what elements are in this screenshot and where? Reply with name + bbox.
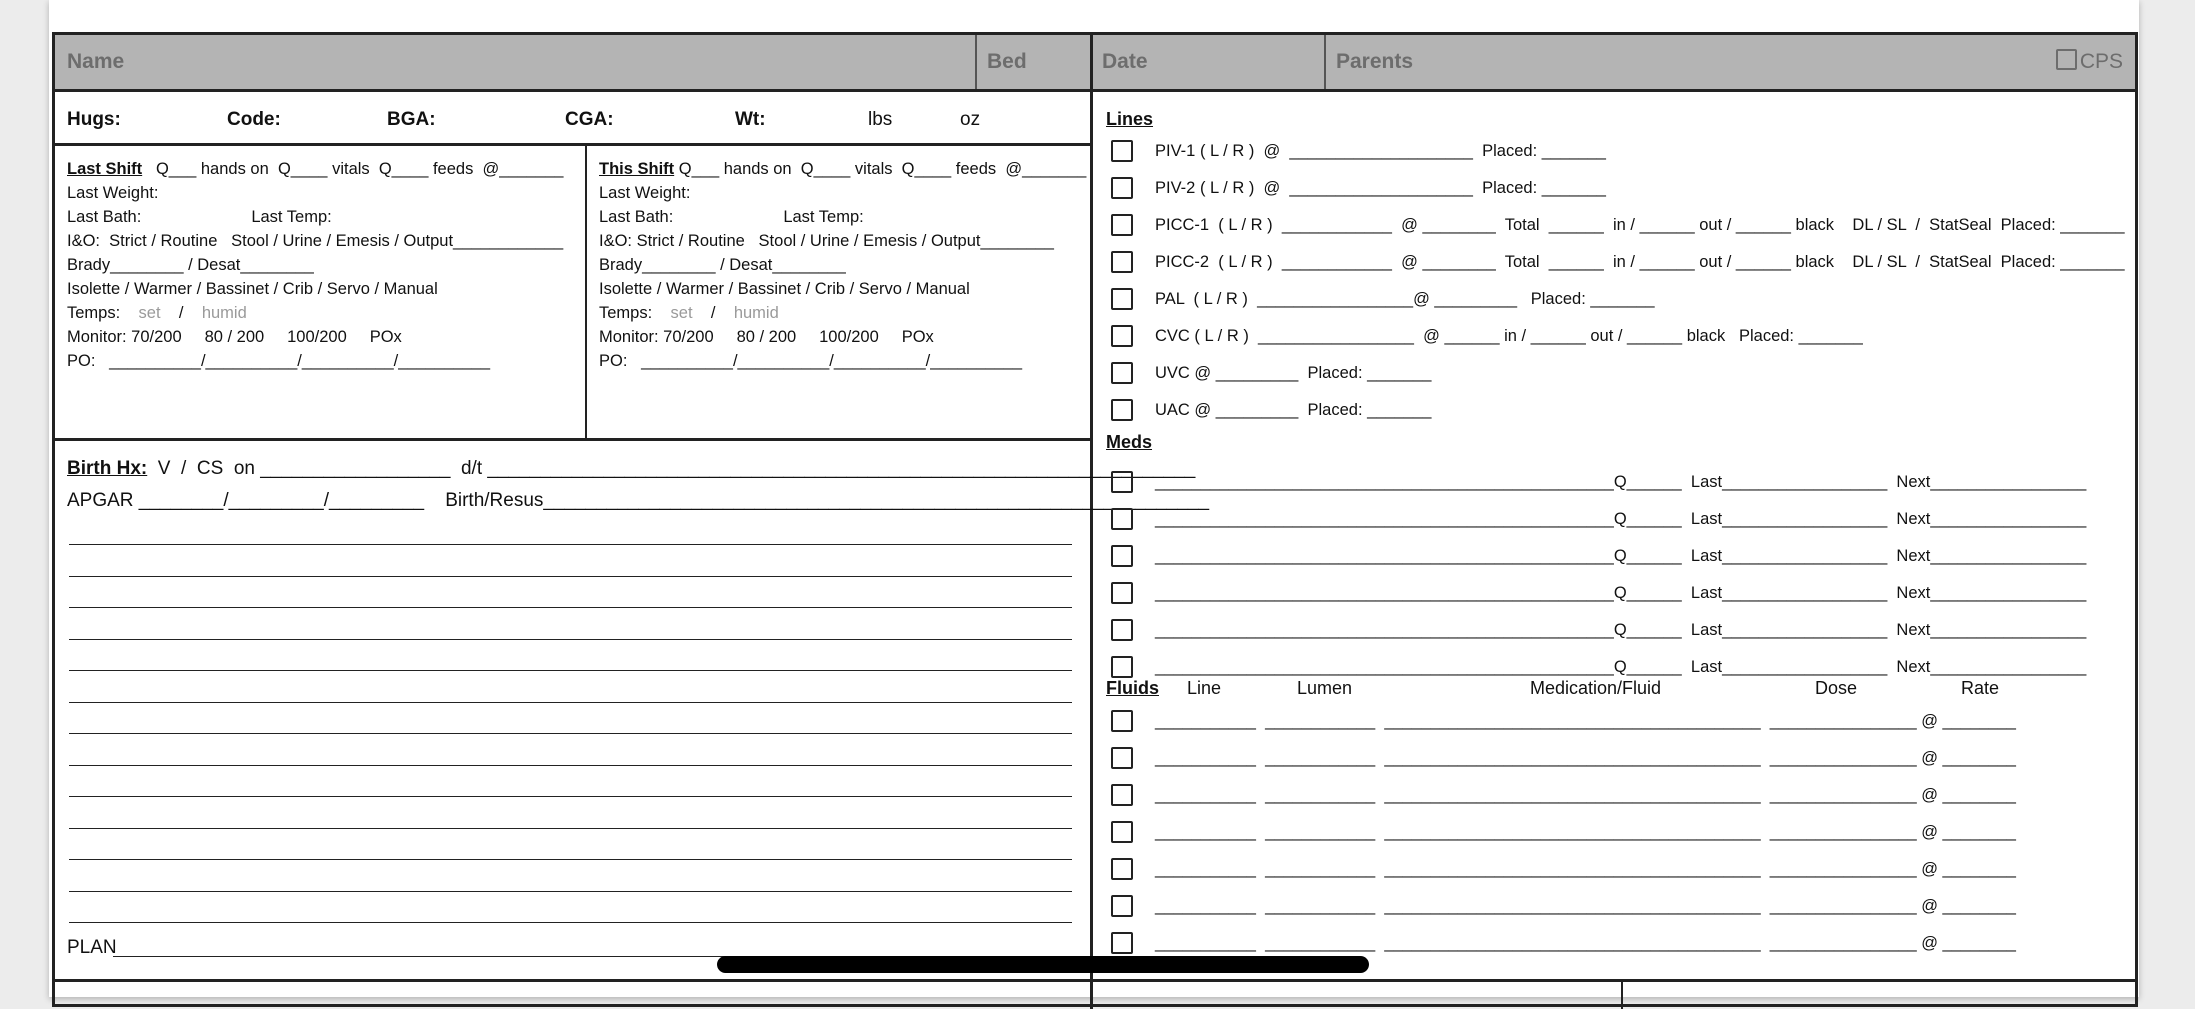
col-dose: Dose	[1815, 678, 1858, 698]
code-label: Code:	[227, 109, 281, 130]
name-field[interactable]: Name	[67, 50, 125, 73]
line-row[interactable]: UAC @ _________ Placed: _______	[1155, 401, 1432, 419]
note-line[interactable]	[69, 922, 1072, 923]
oz-unit: oz	[960, 109, 981, 130]
checkbox[interactable]	[1111, 288, 1133, 310]
apgar-line[interactable]: APGAR ________/_________/_________ Birth/Resus_______________________________________________________________	[67, 490, 1210, 511]
cga-label: CGA:	[565, 109, 614, 130]
med-row[interactable]: __________________________________________________Q______ Last__________________ Next_________________	[1155, 658, 2087, 676]
note-line[interactable]	[69, 544, 1072, 545]
this-shift-bed-type[interactable]: Isolette / Warmer / Bassinet / Crib / Servo / Manual	[599, 280, 970, 298]
note-line[interactable]	[69, 670, 1072, 671]
fluid-row[interactable]: ___________ ____________ _________________________________________ ________________ @ ________	[1155, 934, 2016, 952]
checkbox[interactable]	[1111, 895, 1133, 917]
checkbox[interactable]	[1111, 140, 1133, 162]
set-label: set	[138, 304, 161, 322]
col-medication-fluid: Medication/Fluid	[1530, 678, 1662, 698]
last-shift-bath-temp[interactable]: Last Bath: Last Temp:	[67, 208, 332, 226]
cps-label: CPS	[2079, 50, 2123, 73]
fluid-row[interactable]: ___________ ____________ _________________________________________ ________________ @ ________	[1155, 712, 2016, 730]
this-shift-brady-desat[interactable]: Brady________ / Desat________	[599, 256, 846, 274]
bottom-divider	[55, 979, 2135, 982]
col-line: Line	[1187, 678, 1222, 698]
fluid-row[interactable]: ___________ ____________ _________________________________________ ________________ @ ________	[1155, 823, 2016, 841]
checkbox[interactable]	[1111, 619, 1133, 641]
fluids-title: Fluids	[1106, 678, 1159, 698]
last-shift-po[interactable]: PO: __________/__________/__________/__________	[67, 352, 490, 370]
note-line[interactable]	[69, 702, 1072, 703]
meds-title: Meds	[1106, 432, 1153, 452]
last-shift-monitor[interactable]: Monitor: 70/200 80 / 200 100/200 POx	[67, 328, 402, 346]
med-row[interactable]: __________________________________________________Q______ Last__________________ Next_________________	[1155, 584, 2087, 602]
nicu-report-sheet	[49, 0, 2139, 997]
home-indicator-bar[interactable]	[717, 956, 1369, 973]
note-line[interactable]	[69, 765, 1072, 766]
note-line[interactable]	[69, 828, 1072, 829]
hugs-label: Hugs:	[67, 109, 121, 130]
lines-title: Lines	[1106, 109, 1154, 129]
temps-label: Temps:	[599, 304, 653, 322]
col-lumen: Lumen	[1297, 678, 1353, 698]
checkbox[interactable]	[1111, 177, 1133, 199]
line-row[interactable]: PIV-1 ( L / R ) @ ____________________ Placed: _______	[1155, 142, 1606, 160]
line-row[interactable]: CVC ( L / R ) _________________ @ ______ in / ______ out / ______ black Placed: _______	[1155, 327, 1863, 345]
checkbox[interactable]	[1111, 858, 1133, 880]
med-row[interactable]: __________________________________________________Q______ Last__________________ Next_________________	[1155, 547, 2087, 565]
line-row[interactable]: PICC-1 ( L / R ) ____________ @ ________ Total ______ in / ______ out / ______ black DL / SL / StatSeal Placed: _______	[1155, 216, 2125, 234]
checkbox[interactable]	[1111, 251, 1133, 273]
fluid-row[interactable]: ___________ ____________ _________________________________________ ________________ @ ________	[1155, 786, 2016, 804]
checkbox[interactable]	[1111, 325, 1133, 347]
checkbox[interactable]	[1111, 656, 1133, 678]
plan-label: PLAN	[67, 937, 117, 958]
line-row[interactable]: PIV-2 ( L / R ) @ ____________________ Placed: _______	[1155, 179, 1606, 197]
checkbox[interactable]	[1111, 214, 1133, 236]
parents-field[interactable]: Parents	[1336, 50, 1414, 73]
checkbox[interactable]	[1111, 471, 1133, 493]
last-shift-brady-desat[interactable]: Brady________ / Desat________	[67, 256, 314, 274]
line-row[interactable]: PAL ( L / R ) _________________@ _________ Placed: _______	[1155, 290, 1655, 308]
fluid-row[interactable]: ___________ ____________ _________________________________________ ________________ @ ________	[1155, 860, 2016, 878]
report-form	[52, 32, 2138, 1007]
checkbox[interactable]	[1111, 747, 1133, 769]
line-row[interactable]: PICC-2 ( L / R ) ____________ @ ________ Total ______ in / ______ out / ______ black DL / SL / StatSeal Placed: _______	[1155, 253, 2125, 271]
last-shift-io[interactable]: I&O: Strict / Routine Stool / Urine / Emesis / Output____________	[67, 232, 564, 250]
med-row[interactable]: __________________________________________________Q______ Last__________________ Next_________________	[1155, 510, 2087, 528]
checkbox[interactable]	[1111, 710, 1133, 732]
weight-label: Wt:	[735, 109, 766, 130]
note-line[interactable]	[69, 891, 1072, 892]
line-row[interactable]: UVC @ _________ Placed: _______	[1155, 364, 1432, 382]
this-shift-monitor[interactable]: Monitor: 70/200 80 / 200 100/200 POx	[599, 328, 934, 346]
checkbox[interactable]	[1111, 362, 1133, 384]
note-line[interactable]	[69, 796, 1072, 797]
checkbox[interactable]	[1111, 508, 1133, 530]
lbs-unit: lbs	[868, 109, 893, 130]
bed-field[interactable]: Bed	[987, 50, 1027, 73]
med-row[interactable]: __________________________________________________Q______ Last__________________ Next_________________	[1155, 473, 2087, 491]
header-bar	[55, 35, 2135, 92]
slash: /	[178, 304, 184, 322]
shift-divider	[585, 143, 587, 439]
fluid-row[interactable]: ___________ ____________ _________________________________________ ________________ @ ________	[1155, 897, 2016, 915]
birth-delivery-line[interactable]: V / CS on __________________ d/t ___________________________________________________________________	[157, 458, 1196, 479]
column-divider	[1090, 89, 1093, 1009]
this-shift-frequency[interactable]: Q___ hands on Q____ vitals Q____ feeds @_______	[678, 160, 1087, 178]
stats-divider	[55, 143, 1090, 146]
checkbox[interactable]	[1111, 545, 1133, 567]
note-line[interactable]	[69, 733, 1072, 734]
last-shift-weight[interactable]: Last Weight:	[67, 184, 159, 202]
last-shift-bed-type[interactable]: Isolette / Warmer / Bassinet / Crib / Servo / Manual	[67, 280, 438, 298]
checkbox[interactable]	[1111, 821, 1133, 843]
this-shift-po[interactable]: PO: __________/__________/__________/__________	[599, 352, 1022, 370]
checkbox[interactable]	[1111, 399, 1133, 421]
checkbox[interactable]	[1111, 582, 1133, 604]
humid-label: humid	[733, 304, 779, 322]
note-line[interactable]	[69, 859, 1072, 860]
last-shift-title: Last Shift	[67, 160, 143, 178]
checkbox[interactable]	[1111, 784, 1133, 806]
date-field[interactable]: Date	[1102, 50, 1148, 73]
this-shift-title: This Shift	[599, 160, 675, 178]
note-line[interactable]	[69, 607, 1072, 608]
birth-hx-title: Birth Hx:	[67, 458, 148, 479]
checkbox-icon	[2056, 49, 2077, 70]
last-shift-frequency[interactable]: Q___ hands on Q____ vitals Q____ feeds @_______	[155, 160, 564, 178]
set-label: set	[670, 304, 693, 322]
this-shift-weight[interactable]: Last Weight:	[599, 184, 691, 202]
note-line[interactable]	[69, 576, 1072, 577]
note-line[interactable]	[69, 639, 1072, 640]
med-row[interactable]: __________________________________________________Q______ Last__________________ Next_________________	[1155, 621, 2087, 639]
this-shift-io[interactable]: I&O: Strict / Routine Stool / Urine / Emesis / Output________	[599, 232, 1054, 250]
col-rate: Rate	[1961, 678, 2000, 698]
slash: /	[710, 304, 716, 322]
fluid-row[interactable]: ___________ ____________ _________________________________________ ________________ @ ________	[1155, 749, 2016, 767]
temps-label: Temps:	[67, 304, 121, 322]
cps-checkbox[interactable]	[2056, 35, 2123, 89]
bottom-cell-divider	[1621, 979, 1623, 1009]
checkbox[interactable]	[1111, 932, 1133, 954]
this-shift-bath-temp[interactable]: Last Bath: Last Temp:	[599, 208, 864, 226]
humid-label: humid	[201, 304, 247, 322]
shift-bottom-divider	[55, 438, 1090, 441]
bga-label: BGA:	[387, 109, 436, 130]
